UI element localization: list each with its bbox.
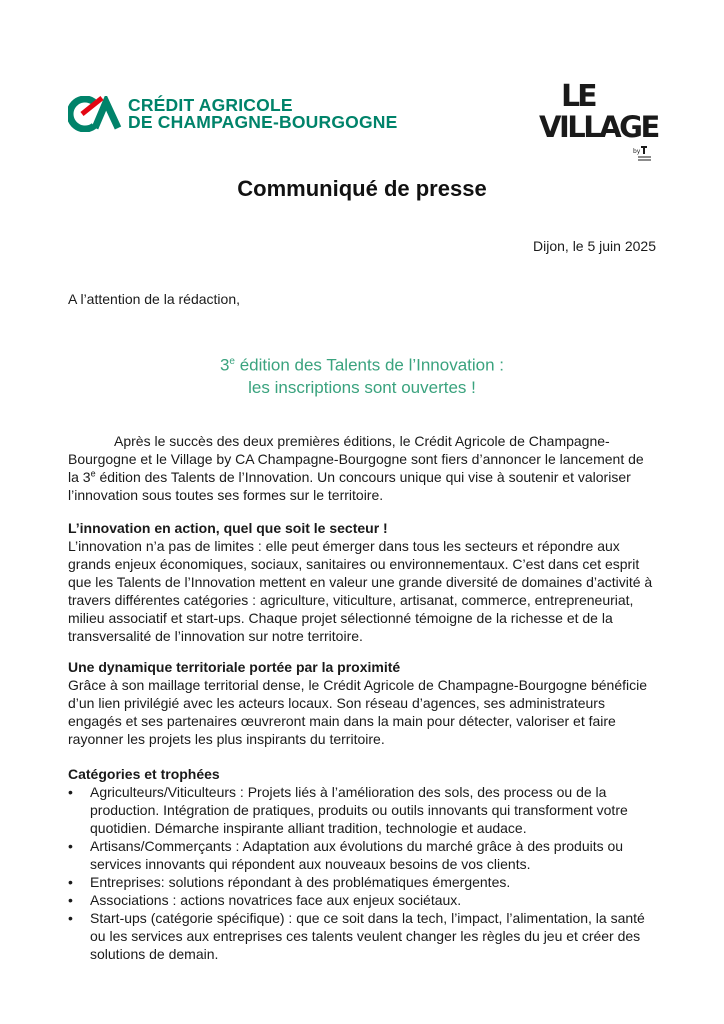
list-item: • Start-ups (catégorie spécifique) : que ce soit dans la tech, l’impact, l’alimentation, la santé ou les services aux entreprises ces talents veulent changer les règles du jeu et créer des solutions de demain. — [68, 909, 658, 963]
ca-logo-line2: DE CHAMPAGNE-BOURGOGNE — [128, 112, 398, 132]
village-logo-word: VILLAGE — [539, 110, 658, 144]
svg-text:by: by — [633, 148, 641, 155]
headline-line1: 3e édition des Talents de l’Innovation : — [219, 355, 505, 375]
headline — [0, 351, 724, 399]
section-text: Grâce à son maillage territorial dense, le Crédit Agricole de Champagne-Bourgogne bénéficie d’un lien privilégié avec les acteurs locaux. Son réseau d’agences, ses administrateurs engagés et ses partenaires œuvreront main dans la main pour détecter, valoriser et faire rayonner les projets les plus inspirants du territoire. — [68, 677, 647, 747]
list-item: • Entreprises: solutions répondant à des problématiques émergentes. — [68, 873, 658, 891]
section-heading: Une dynamique territoriale portée par la proximité — [68, 659, 401, 675]
headline-line2: les inscriptions sont ouvertes ! — [248, 377, 476, 397]
section-text: L’innovation n’a pas de limites : elle peut émerger dans tous les secteurs et répondre aux grands enjeux économiques, sociaux, sanitaires ou environnementaux. C’est dans cet esprit que les Talents de l’Innovation mettent en valeur une grande diversité de domaines d’activité à travers différentes catégories : agriculture, viticulture, artisanat, commerce, entrepreneuriat, milieu associatif et start-ups. Chaque projet sélectionné témoigne de la richesse et de la transversalité de l’innovation sur notre territoire. — [68, 538, 653, 644]
section-heading: L’innovation en action, quel que soit le secteur ! — [68, 520, 388, 536]
date-line: Dijon, le 5 juin 2025 — [533, 238, 656, 254]
intro-paragraph: Après le succès des deux premières éditions, le Crédit Agricole de Champagne-Bourgogne et le Village by CA Champagne-Bourgogne sont fiers d’annoncer le lancement de la 3e édition des Talents de l’Innovation. Un concours unique qui vise à soutenir et valoriser l’innovation sous toutes ses formes sur le territoire. — [68, 433, 644, 503]
ca-logo-line1: CRÉDIT AGRICOLE — [128, 95, 293, 115]
credit-agricole-logo — [68, 96, 398, 132]
village-by-ca-icon — [633, 145, 653, 163]
attention-line: A l’attention de la rédaction, — [68, 291, 241, 307]
le-village-logo — [537, 79, 658, 166]
section-innovation — [68, 519, 658, 645]
list-item: • Agriculteurs/Viticulteurs : Projets liés à l’amélioration des sols, des process ou de la production. Intégration de pratiques, produits ou outils innovants qui transforment votre quotidien. Démarche inspirante alliant tradition, technologie et audace. — [68, 783, 658, 837]
list-item: • Associations : actions novatrices face aux enjeux sociétaux. — [68, 891, 658, 909]
section-heading: Catégories et trophées — [68, 766, 220, 782]
category-list — [68, 783, 658, 963]
page-title: Communiqué de presse — [237, 176, 487, 201]
village-logo-le: LE — [561, 79, 595, 114]
credit-agricole-mark-icon — [68, 96, 122, 132]
section-categories — [68, 765, 658, 963]
section-territory — [68, 658, 658, 748]
list-item: • Artisans/Commerçants : Adaptation aux évolutions du marché grâce à des produits ou services innovants qui répondent aux nouveaux besoins de vos clients. — [68, 837, 658, 873]
